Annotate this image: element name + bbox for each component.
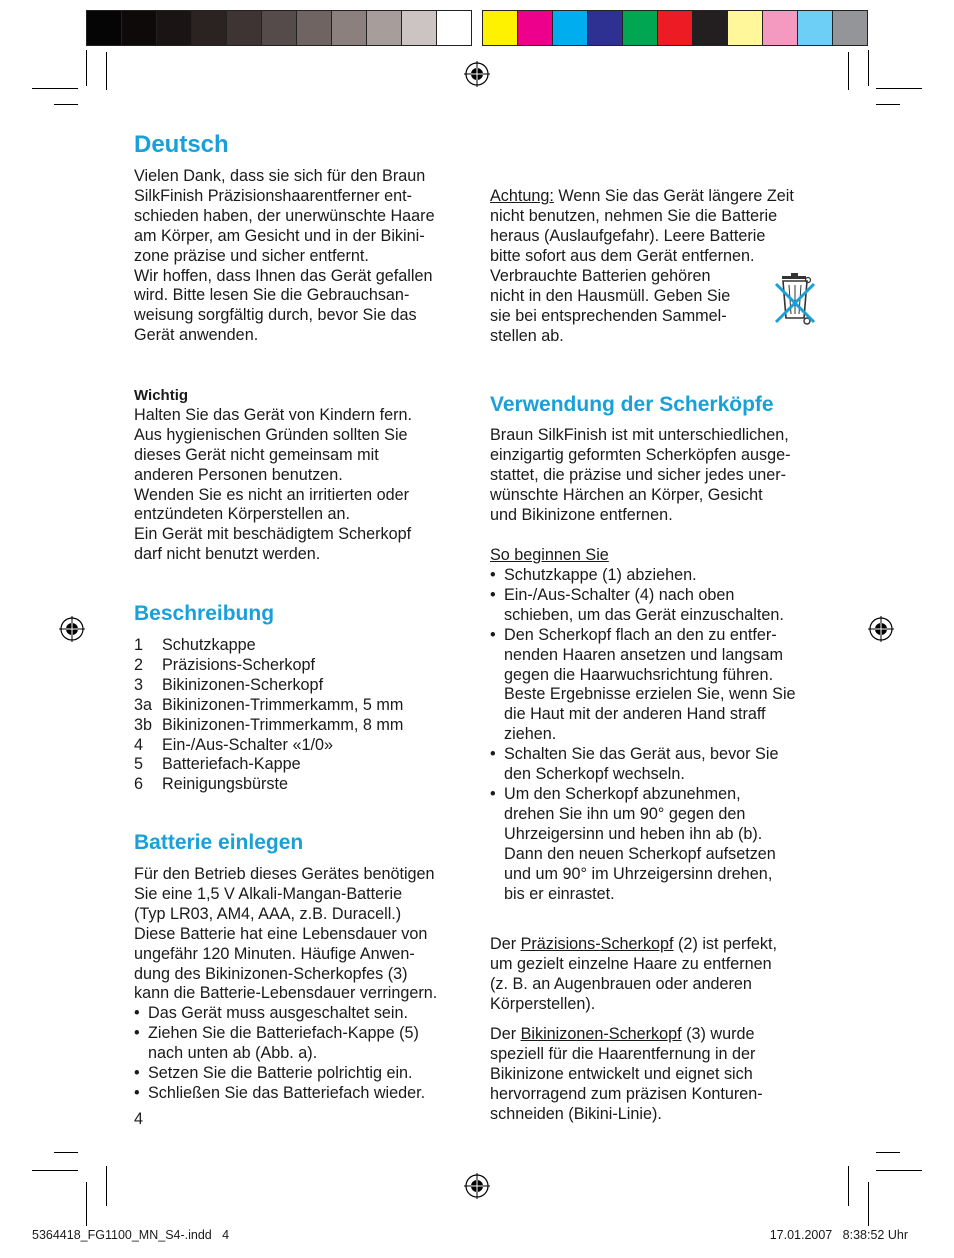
bikini-paragraph: Der Bikinizonen-Scherkopf (3) wurde speziell für die Haarentfernung in der Bikinizone entwickelt und eignet sich hervorragend zum präzisen Konturen- schneiden (Bikini-Linie). bbox=[490, 1005, 830, 1144]
crop-mark bbox=[868, 1182, 869, 1226]
description-heading: Beschreibung bbox=[134, 602, 275, 625]
part-label: Reinigungsbürste bbox=[162, 775, 288, 794]
part-number: 1 bbox=[134, 636, 144, 654]
battery-heading: Batterie einlegen bbox=[134, 831, 304, 854]
important-section bbox=[134, 386, 474, 565]
part-label: Bikinizonen-Trimmerkamm, 8 mm bbox=[162, 715, 404, 734]
parts-row bbox=[134, 656, 403, 676]
usage-heading: Verwendung der Scherköpfe bbox=[490, 393, 774, 416]
list-item: • Setzen Sie die Batterie polrichtig ein. bbox=[134, 1064, 474, 1084]
part-number: 5 bbox=[134, 755, 144, 774]
precision-rest: um gezielt einzelne Haare zu entfernen (z. B. an Augenbrauen oder anderen Körperstellen). bbox=[490, 954, 772, 1013]
crop-mark bbox=[86, 1182, 87, 1226]
list-item: • Ein-/Aus-Schalter (4) nach oben schieben, um das Gerät einzuschalten. bbox=[490, 586, 830, 626]
list-item: • Schalten Sie das Gerät aus, bevor Sie den Scherkopf wechseln. bbox=[490, 745, 830, 785]
list-item: • Schutzkappe (1) abziehen. bbox=[490, 566, 830, 586]
gray-swatch bbox=[437, 11, 471, 45]
crop-mark bbox=[876, 104, 900, 105]
parts-row bbox=[134, 716, 403, 736]
page-number: 4 bbox=[134, 1110, 144, 1128]
gray-swatch bbox=[402, 11, 437, 45]
important-text: Halten Sie das Gerät von Kindern fern. Aus hygienischen Gründen sollten Sie dieses Gerät nicht gemeinsam mit anderen Personen benutzen. Wenden Sie es nicht an irritierten oder entzündeten Körperstellen an. Ein Gerät mit beschädigtem Scherkopf darf nicht benutzt werden. bbox=[134, 405, 413, 564]
list-item: • Um den Scherkopf abzunehmen, drehen Sie ihn um 90° gegen den Uhrzeigersinn und heben ihn ab (b). Dann den neuen Scherkopf aufsetzen und um 90° im Uhrzeigersinn drehen, bis er einrastet. bbox=[490, 785, 830, 904]
crop-mark bbox=[32, 1170, 78, 1171]
part-label: Batteriefach-Kappe bbox=[162, 755, 301, 774]
part-label: Bikinizonen-Scherkopf bbox=[162, 675, 324, 694]
footer-file-info: 5364418_FG1100_MN_S4-.indd 4 bbox=[32, 1228, 230, 1242]
color-swatch bbox=[658, 11, 693, 45]
crop-mark bbox=[32, 88, 78, 89]
registration-mark-icon bbox=[463, 1172, 491, 1200]
color-swatch bbox=[693, 11, 728, 45]
process-color-bar bbox=[482, 10, 868, 46]
parts-row bbox=[134, 775, 403, 795]
parts-row bbox=[134, 755, 403, 775]
bikini-head-term: Bikinizonen-Scherkopf bbox=[520, 1024, 682, 1043]
start-steps-list bbox=[490, 566, 830, 904]
gray-swatch bbox=[262, 11, 297, 45]
list-item: • Den Scherkopf flach an den zu entfer- nenden Haaren ansetzen und langsam gegen die Haarwuchsrichtung führen. Beste Ergebnisse erzielen Sie, wenn Sie die Haut mit der anderen Hand straff ziehen. bbox=[490, 626, 830, 745]
color-swatch bbox=[833, 11, 867, 45]
caution-first-line: Wenn Sie das Gerät längere Zeit bbox=[553, 186, 794, 205]
page-title: Deutsch bbox=[134, 131, 229, 158]
part-label: Ein-/Aus-Schalter «1/0» bbox=[162, 735, 333, 754]
color-swatch bbox=[728, 11, 763, 45]
precision-head-term: Präzisions-Scherkopf bbox=[520, 934, 674, 953]
registration-mark-icon bbox=[463, 60, 491, 88]
disposal-text: Verbrauchte Batterien gehören nicht in den Hausmüll. Geben Sie sie bei entsprechenden Sammel- stellen ab. bbox=[490, 267, 731, 345]
crossed-out-bin-icon bbox=[774, 270, 818, 328]
grayscale-color-bar bbox=[86, 10, 472, 46]
crop-mark bbox=[868, 50, 869, 86]
gray-swatch bbox=[122, 11, 157, 45]
list-item: • Schließen Sie das Batteriefach wieder. bbox=[134, 1084, 474, 1104]
parts-list bbox=[134, 636, 403, 795]
crop-mark bbox=[848, 52, 849, 90]
color-swatch bbox=[553, 11, 588, 45]
crop-mark bbox=[876, 1152, 900, 1153]
part-number: 2 bbox=[134, 655, 144, 674]
precision-paragraph: Der Präzisions-Scherkopf (2) ist perfekt, um gezielt einzelne Haare zu entfernen (z. B. an Augenbrauen oder anderen Körperstellen). bbox=[490, 915, 830, 1034]
part-number: 3b bbox=[134, 715, 153, 734]
color-swatch bbox=[483, 11, 518, 45]
crop-mark bbox=[848, 1166, 849, 1206]
gray-swatch bbox=[87, 11, 122, 45]
color-swatch bbox=[623, 11, 658, 45]
crop-mark bbox=[54, 104, 78, 105]
parts-row bbox=[134, 676, 403, 696]
part-number: 3 bbox=[134, 675, 144, 694]
part-label: Bikinizonen-Trimmerkamm, 5 mm bbox=[162, 695, 404, 714]
crop-mark bbox=[54, 1152, 78, 1153]
part-number: 3a bbox=[134, 695, 153, 714]
gray-swatch bbox=[192, 11, 227, 45]
bikini-rest: speziell für die Haarentfernung in der Bikinizone entwickelt und eignet sich hervorragend zum präzisen Konturen- schneiden (Bikini-Linie). bbox=[490, 1044, 763, 1123]
color-swatch bbox=[763, 11, 798, 45]
registration-mark-icon bbox=[58, 615, 86, 643]
part-number: 6 bbox=[134, 775, 144, 794]
gray-swatch bbox=[332, 11, 367, 45]
color-swatch bbox=[588, 11, 623, 45]
parts-row bbox=[134, 736, 403, 756]
parts-row bbox=[134, 696, 403, 716]
battery-steps-list bbox=[134, 1004, 474, 1104]
important-label: Wichtig bbox=[134, 387, 189, 404]
color-swatch bbox=[798, 11, 833, 45]
registration-mark-icon bbox=[867, 615, 895, 643]
battery-text: Für den Betrieb dieses Gerätes benötigen Sie eine 1,5 V Alkali-Mangan-Batterie (Typ LR03, AM4, AAA, z.B. Duracell.) Diese Batterie hat eine Lebensdauer von ungefähr 120 Minuten. Häufige Anwen- dung des Bikinizonen-Scherkopfes (3) kann die Batterie-Lebensdauer verringern. bbox=[134, 865, 438, 1003]
gray-swatch bbox=[157, 11, 192, 45]
gray-swatch bbox=[227, 11, 262, 45]
caution-label: Achtung: bbox=[490, 186, 554, 205]
caution-rest: nicht benutzen, nehmen Sie die Batterie heraus (Auslaufgefahr). Leere Batterie bitte sofort aus dem Gerät entfernen. bbox=[490, 206, 778, 265]
crop-mark bbox=[106, 52, 107, 90]
crop-mark bbox=[106, 1166, 107, 1206]
crop-mark bbox=[876, 1170, 922, 1171]
crop-mark bbox=[876, 88, 922, 89]
gray-swatch bbox=[367, 11, 402, 45]
intro-paragraph: Vielen Dank, dass sie sich für den Braun SilkFinish Präzisionshaarentferner ent- schieden haben, der unerwünschte Haare am Körper, am Gesicht und in der Bikini- zone präzise und sicher entfernt. Wir hoffen, dass Ihnen das Gerät gefallen wird. Bitte lesen Sie die Gebrauchsan- weisung sorgfältig durch, bevor Sie das Gerät anwenden. bbox=[134, 167, 435, 345]
part-label: Präzisions-Scherkopf bbox=[162, 655, 315, 674]
gray-swatch bbox=[297, 11, 332, 45]
color-swatch bbox=[518, 11, 553, 45]
part-label: Schutzkappe bbox=[162, 636, 256, 654]
start-label: So beginnen Sie bbox=[490, 546, 609, 564]
part-number: 4 bbox=[134, 735, 144, 754]
parts-row bbox=[134, 636, 403, 656]
list-item: • Ziehen Sie die Batteriefach-Kappe (5) nach unten ab (Abb. a). bbox=[134, 1024, 474, 1064]
crop-mark bbox=[86, 50, 87, 86]
footer-timestamp: 17.01.2007 8:38:52 Uhr bbox=[769, 1228, 908, 1242]
list-item: • Das Gerät muss ausgeschaltet sein. bbox=[134, 1004, 474, 1024]
usage-text: Braun SilkFinish ist mit unterschiedlichen, einzigartig geformten Scherköpfen ausge- stattet, die präzise und sicher jedes uner- wünschte Härchen an Körper, Gesicht und Bikinizone entfernen. bbox=[490, 426, 791, 524]
